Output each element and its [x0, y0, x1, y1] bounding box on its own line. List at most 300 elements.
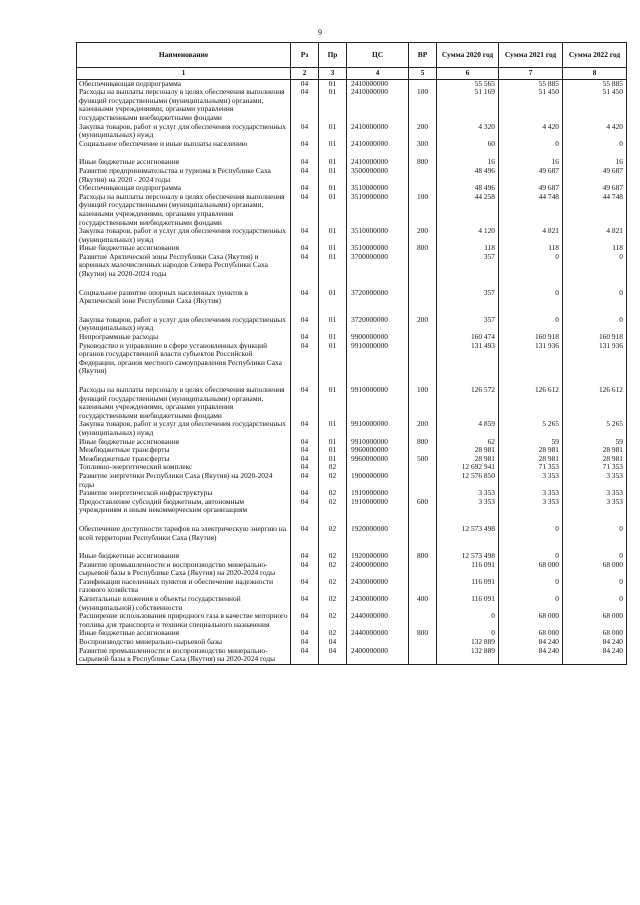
cell-rz: 04 [291, 244, 319, 253]
page-number: 9 [318, 28, 322, 37]
cell-name: Иные бюджетные ассигнования [77, 629, 291, 638]
cell-pr: 01 [319, 438, 347, 447]
table-body [77, 79, 627, 664]
cell-sum-2021: 0 [499, 525, 563, 542]
cell-rz: 04 [291, 472, 319, 489]
cell-sum-2021: 5 265 [499, 420, 563, 437]
cell-rz: 04 [291, 489, 319, 498]
spacer-cell [563, 306, 627, 316]
cell-name: Социальное обеспечение и иные выплаты населению [77, 140, 291, 149]
spacer-cell [499, 515, 563, 525]
cell-pr: 01 [319, 342, 347, 376]
cell-name: Предоставление субсидий бюджетным, автономным учреждениям и иным некоммерческим организациям [77, 498, 291, 515]
cell-sum-2022: 3 353 [563, 472, 627, 489]
header-name: Наименование [77, 43, 291, 68]
cell-vr: 800 [409, 158, 437, 167]
cell-rz: 04 [291, 79, 319, 88]
colnum-5: 5 [409, 68, 437, 80]
cell-sum-2022: 49 687 [563, 184, 627, 193]
cell-sum-2021: 0 [499, 316, 563, 333]
cell-name: Обеспечение доступности тарифов на электрическую энергию на всей территории Республики Саха (Якутия) [77, 525, 291, 542]
cell-sum-2022: 16 [563, 158, 627, 167]
cell-pr: 01 [319, 167, 347, 184]
cell-sum-2022: 4 420 [563, 123, 627, 140]
cell-vr [409, 253, 437, 279]
table-row [77, 227, 627, 244]
cell-rz: 04 [291, 289, 319, 306]
cell-sum-2021: 68 000 [499, 561, 563, 578]
cell-cs: 3510000000 [347, 184, 409, 193]
table-row [77, 253, 627, 279]
cell-rz: 04 [291, 612, 319, 629]
cell-vr [409, 289, 437, 306]
cell-sum-2022: 59 [563, 438, 627, 447]
cell-sum-2021: 4 821 [499, 227, 563, 244]
cell-name: Расходы на выплаты персоналу в целях обеспечения выполнения функций государственными (муниципальными) органами, казенными учреждениями, органами управления государственными внебюджетными фондами [77, 193, 291, 227]
cell-sum-2021: 84 240 [499, 647, 563, 665]
cell-sum-2020: 16 [437, 158, 499, 167]
cell-sum-2022: 84 240 [563, 647, 627, 665]
cell-vr [409, 472, 437, 489]
table-row [77, 342, 627, 376]
cell-sum-2021: 3 353 [499, 489, 563, 498]
cell-rz: 04 [291, 140, 319, 149]
cell-name: Закупка товаров, работ и услуг для обеспечения государственных (муниципальных) нужд [77, 227, 291, 244]
cell-sum-2022: 44 748 [563, 193, 627, 227]
cell-pr: 04 [319, 647, 347, 665]
cell-name: Иные бюджетные ассигнования [77, 244, 291, 253]
cell-vr [409, 525, 437, 542]
cell-pr: 02 [319, 472, 347, 489]
cell-vr [409, 463, 437, 472]
cell-sum-2020: 357 [437, 316, 499, 333]
cell-name: Топливно-энергетический комплекс [77, 463, 291, 472]
cell-sum-2021: 118 [499, 244, 563, 253]
cell-sum-2022: 3 353 [563, 498, 627, 515]
cell-pr: 01 [319, 193, 347, 227]
cell-rz: 04 [291, 158, 319, 167]
spacer-cell [409, 515, 437, 525]
cell-name: Межбюджетные трансферты [77, 446, 291, 455]
cell-sum-2020: 126 572 [437, 386, 499, 420]
cell-rz: 04 [291, 446, 319, 455]
column-number-row [77, 68, 627, 80]
cell-sum-2020: 116 091 [437, 561, 499, 578]
cell-sum-2020: 116 091 [437, 595, 499, 612]
cell-sum-2022: 71 353 [563, 463, 627, 472]
cell-cs: 2410000000 [347, 140, 409, 149]
cell-pr: 01 [319, 455, 347, 464]
cell-vr [409, 167, 437, 184]
cell-vr: 800 [409, 244, 437, 253]
cell-sum-2022: 55 885 [563, 79, 627, 88]
cell-name: Воспроизводство минерально-сырьевой базы [77, 638, 291, 647]
cell-pr: 01 [319, 158, 347, 167]
cell-name: Иные бюджетные ассигнования [77, 552, 291, 561]
table-row [77, 498, 627, 515]
cell-sum-2022: 0 [563, 316, 627, 333]
cell-rz: 04 [291, 88, 319, 122]
cell-rz: 04 [291, 316, 319, 333]
cell-name: Закупка товаров, работ и услуг для обеспечения государственных (муниципальных) нужд [77, 123, 291, 140]
cell-rz: 04 [291, 253, 319, 279]
cell-pr: 01 [319, 184, 347, 193]
spacer-cell [563, 515, 627, 525]
cell-rz: 04 [291, 498, 319, 515]
cell-rz: 04 [291, 595, 319, 612]
header-sum-2022: Сумма 2022 год [563, 43, 627, 68]
table-row [77, 316, 627, 333]
cell-pr: 01 [319, 227, 347, 244]
cell-sum-2022: 84 240 [563, 638, 627, 647]
cell-sum-2022: 68 000 [563, 561, 627, 578]
table-row [77, 472, 627, 489]
cell-pr: 01 [319, 253, 347, 279]
spacer-cell [563, 279, 627, 289]
cell-sum-2020: 132 889 [437, 647, 499, 665]
cell-rz: 04 [291, 193, 319, 227]
cell-pr: 02 [319, 612, 347, 629]
header-pr: Пр [319, 43, 347, 68]
cell-rz: 04 [291, 438, 319, 447]
cell-cs: 2430000000 [347, 595, 409, 612]
cell-sum-2022: 4 821 [563, 227, 627, 244]
cell-pr: 01 [319, 79, 347, 88]
cell-sum-2021: 0 [499, 140, 563, 149]
table-row [77, 88, 627, 122]
cell-name: Развитие Арктической зоны Республики Саха (Якутия) и коренных малочисленных народов Севера Республики Саха (Якутия) на 2020-2024 годы [77, 253, 291, 279]
cell-sum-2022: 28 981 [563, 446, 627, 455]
cell-sum-2022: 3 353 [563, 489, 627, 498]
cell-sum-2020: 12 576 850 [437, 472, 499, 489]
cell-cs: 9960000000 [347, 455, 409, 464]
cell-cs: 9910000000 [347, 438, 409, 447]
cell-sum-2021: 44 748 [499, 193, 563, 227]
cell-cs: 3510000000 [347, 193, 409, 227]
cell-pr: 01 [319, 386, 347, 420]
cell-sum-2022: 160 918 [563, 333, 627, 342]
cell-name: Закупка товаров, работ и услуг для обеспечения государственных (муниципальных) нужд [77, 420, 291, 437]
cell-pr: 02 [319, 552, 347, 561]
cell-sum-2022: 0 [563, 253, 627, 279]
cell-sum-2021: 0 [499, 253, 563, 279]
cell-sum-2020: 12 573 498 [437, 525, 499, 542]
header-vr: ВР [409, 43, 437, 68]
cell-name: Развитие энергетической инфраструктуры [77, 489, 291, 498]
cell-vr [409, 612, 437, 629]
cell-sum-2020: 55 565 [437, 79, 499, 88]
cell-cs: 2430000000 [347, 578, 409, 595]
cell-name: Иные бюджетные ассигнования [77, 438, 291, 447]
cell-sum-2021: 49 687 [499, 184, 563, 193]
cell-sum-2022: 49 687 [563, 167, 627, 184]
header-cs: ЦС [347, 43, 409, 68]
cell-sum-2020: 48 496 [437, 184, 499, 193]
cell-rz: 04 [291, 420, 319, 437]
cell-sum-2021: 55 885 [499, 79, 563, 88]
cell-sum-2020: 357 [437, 253, 499, 279]
cell-sum-2020: 48 496 [437, 167, 499, 184]
cell-sum-2022: 0 [563, 552, 627, 561]
cell-vr: 800 [409, 629, 437, 638]
cell-vr: 300 [409, 140, 437, 149]
cell-sum-2021: 51 450 [499, 88, 563, 122]
cell-pr: 01 [319, 446, 347, 455]
cell-cs: 2410000000 [347, 123, 409, 140]
cell-vr: 200 [409, 420, 437, 437]
cell-cs: 9960000000 [347, 446, 409, 455]
cell-name: Расходы на выплаты персоналу в целях обеспечения выполнения функций государственными (муниципальными) органами, казенными учреждениями, органами управления государственными внебюджетными фондами [77, 386, 291, 420]
cell-name: Межбюджетные трансферты [77, 455, 291, 464]
cell-vr: 100 [409, 193, 437, 227]
cell-sum-2020: 3 353 [437, 489, 499, 498]
cell-sum-2021: 126 612 [499, 386, 563, 420]
cell-rz: 04 [291, 647, 319, 665]
table-row [77, 289, 627, 306]
cell-sum-2020: 4 120 [437, 227, 499, 244]
cell-cs: 2440000000 [347, 629, 409, 638]
cell-vr: 100 [409, 88, 437, 122]
cell-sum-2021: 0 [499, 552, 563, 561]
cell-sum-2022: 0 [563, 578, 627, 595]
cell-name: Развитие промышленности и воспроизводство минерально-сырьевой базы в Республике Саха (Якутия) на 2020-2024 годы [77, 561, 291, 578]
cell-sum-2022: 51 450 [563, 88, 627, 122]
cell-sum-2022: 5 265 [563, 420, 627, 437]
cell-sum-2020: 62 [437, 438, 499, 447]
cell-pr: 02 [319, 561, 347, 578]
colnum-6: 6 [437, 68, 499, 80]
cell-vr [409, 578, 437, 595]
cell-rz: 04 [291, 525, 319, 542]
cell-pr: 01 [319, 244, 347, 253]
cell-vr [409, 647, 437, 665]
cell-sum-2020: 4 859 [437, 420, 499, 437]
cell-rz: 04 [291, 123, 319, 140]
cell-pr: 02 [319, 578, 347, 595]
cell-rz: 04 [291, 386, 319, 420]
table-row [77, 167, 627, 184]
table-row [77, 420, 627, 437]
cell-sum-2020: 0 [437, 612, 499, 629]
cell-sum-2021: 28 981 [499, 455, 563, 464]
cell-sum-2021: 3 353 [499, 498, 563, 515]
budget-table [76, 42, 627, 665]
cell-cs: 1910000000 [347, 489, 409, 498]
table-row [77, 578, 627, 595]
header-sum-2021: Сумма 2021 год [499, 43, 563, 68]
cell-cs: 9910000000 [347, 342, 409, 376]
cell-sum-2020: 44 258 [437, 193, 499, 227]
cell-cs: 2400000000 [347, 647, 409, 665]
cell-cs: 3700000000 [347, 253, 409, 279]
cell-rz: 04 [291, 333, 319, 342]
table-row [77, 386, 627, 420]
cell-sum-2020: 160 474 [437, 333, 499, 342]
cell-sum-2020: 131 493 [437, 342, 499, 376]
budget-table-container [76, 42, 626, 665]
cell-rz: 04 [291, 455, 319, 464]
cell-cs: 2400000000 [347, 561, 409, 578]
cell-sum-2021: 68 000 [499, 612, 563, 629]
cell-sum-2020: 60 [437, 140, 499, 149]
header-rz: Рз [291, 43, 319, 68]
cell-rz: 04 [291, 561, 319, 578]
cell-vr: 200 [409, 123, 437, 140]
cell-cs: 3510000000 [347, 244, 409, 253]
cell-name: Развитие промышленности и воспроизводство минерально-сырьевой базы в Республике Саха (Якутия) на 2020-2024 годы [77, 647, 291, 665]
cell-vr: 600 [409, 498, 437, 515]
cell-vr: 500 [409, 455, 437, 464]
cell-vr: 200 [409, 316, 437, 333]
cell-sum-2020: 132 889 [437, 638, 499, 647]
cell-sum-2021: 71 353 [499, 463, 563, 472]
cell-cs: 1920000000 [347, 525, 409, 542]
cell-sum-2021: 160 918 [499, 333, 563, 342]
cell-name: Развитие энергетики Республики Саха (Якутия) на 2020-2024 годы [77, 472, 291, 489]
cell-cs: 2410000000 [347, 158, 409, 167]
cell-name: Иные бюджетные ассигнования [77, 158, 291, 167]
cell-vr: 400 [409, 595, 437, 612]
cell-sum-2021: 0 [499, 595, 563, 612]
cell-name: Руководство и управление в сфере установленных функций органов государственной власти субъектов Российской Федерации, органов местного самоуправления Республики Саха (Якутия) [77, 342, 291, 376]
table-row [77, 193, 627, 227]
cell-sum-2022: 0 [563, 595, 627, 612]
cell-name: Обеспечивающая подпрограмма [77, 184, 291, 193]
cell-vr: 800 [409, 552, 437, 561]
cell-sum-2021: 84 240 [499, 638, 563, 647]
cell-rz: 04 [291, 463, 319, 472]
cell-name: Закупка товаров, работ и услуг для обеспечения государственных (муниципальных) нужд [77, 316, 291, 333]
cell-sum-2020: 51 169 [437, 88, 499, 122]
cell-sum-2022: 0 [563, 140, 627, 149]
colnum-8: 8 [563, 68, 627, 80]
cell-cs: 9910000000 [347, 386, 409, 420]
cell-sum-2022: 126 612 [563, 386, 627, 420]
cell-name: Обеспечивающая подпрограмма [77, 79, 291, 88]
spacer-cell [563, 542, 627, 552]
cell-pr: 01 [319, 88, 347, 122]
table-row [77, 647, 627, 665]
cell-vr [409, 638, 437, 647]
cell-cs: 9910000000 [347, 420, 409, 437]
cell-vr [409, 342, 437, 376]
cell-sum-2021: 59 [499, 438, 563, 447]
cell-sum-2020: 28 981 [437, 455, 499, 464]
cell-name: Газификация населенных пунктов и обеспечение надежности газового хозяйства [77, 578, 291, 595]
colnum-2: 2 [291, 68, 319, 80]
cell-cs: 2440000000 [347, 612, 409, 629]
cell-name: Расходы на выплаты персоналу в целях обеспечения выполнения функций государственными (муниципальными) органами, казенными учреждениями, органами управления государственными внебюджетными фондами [77, 88, 291, 122]
colnum-3: 3 [319, 68, 347, 80]
cell-sum-2020: 12 692 941 [437, 463, 499, 472]
spacer-cell [409, 279, 437, 289]
cell-sum-2021: 49 687 [499, 167, 563, 184]
cell-sum-2022: 28 981 [563, 455, 627, 464]
cell-cs: 1920000000 [347, 552, 409, 561]
cell-sum-2021: 131 936 [499, 342, 563, 376]
cell-vr: 200 [409, 227, 437, 244]
cell-sum-2022: 0 [563, 289, 627, 306]
cell-sum-2021: 28 981 [499, 446, 563, 455]
cell-pr: 01 [319, 316, 347, 333]
cell-sum-2022: 68 000 [563, 612, 627, 629]
cell-rz: 04 [291, 184, 319, 193]
cell-sum-2020: 12 573 498 [437, 552, 499, 561]
table-header-row [77, 43, 627, 68]
cell-rz: 04 [291, 227, 319, 244]
cell-pr: 01 [319, 140, 347, 149]
cell-name: Непрограммные расходы [77, 333, 291, 342]
cell-rz: 04 [291, 629, 319, 638]
cell-pr: 01 [319, 289, 347, 306]
cell-pr: 04 [319, 638, 347, 647]
spacer-cell [499, 542, 563, 552]
cell-sum-2020: 28 981 [437, 446, 499, 455]
cell-vr [409, 561, 437, 578]
table-row [77, 561, 627, 578]
cell-sum-2021: 16 [499, 158, 563, 167]
cell-name: Капитальные вложения в объекты государственной (муниципальной) собственности [77, 595, 291, 612]
cell-pr: 01 [319, 333, 347, 342]
cell-pr: 02 [319, 489, 347, 498]
table-row [77, 123, 627, 140]
cell-pr: 01 [319, 420, 347, 437]
cell-sum-2022: 118 [563, 244, 627, 253]
spacer-cell [499, 306, 563, 316]
header-sum-2020: Сумма 2020 год [437, 43, 499, 68]
cell-sum-2020: 118 [437, 244, 499, 253]
cell-rz: 04 [291, 167, 319, 184]
cell-cs: 2410000000 [347, 79, 409, 88]
cell-sum-2020: 4 320 [437, 123, 499, 140]
cell-rz: 04 [291, 578, 319, 595]
cell-cs: 3510000000 [347, 227, 409, 244]
cell-sum-2020: 3 353 [437, 498, 499, 515]
cell-pr: 02 [319, 498, 347, 515]
spacer-cell [499, 279, 563, 289]
cell-rz: 04 [291, 552, 319, 561]
table-row [77, 525, 627, 542]
cell-rz: 04 [291, 342, 319, 376]
cell-sum-2022: 131 936 [563, 342, 627, 376]
cell-vr [409, 333, 437, 342]
cell-rz: 04 [291, 638, 319, 647]
colnum-7: 7 [499, 68, 563, 80]
cell-vr: 800 [409, 438, 437, 447]
cell-name: Социальное развитие опорных населенных пунктов в Арктической зоне Республики Саха (Якутия) [77, 289, 291, 306]
cell-cs: 3720000000 [347, 316, 409, 333]
cell-sum-2021: 0 [499, 289, 563, 306]
cell-name: Развитие предпринимательства и туризма в Республике Саха (Якутия) на 2020 - 2024 годы [77, 167, 291, 184]
cell-sum-2020: 0 [437, 629, 499, 638]
cell-pr: 02 [319, 525, 347, 542]
cell-cs: 1910000000 [347, 498, 409, 515]
table-row [77, 140, 627, 149]
colnum-4: 4 [347, 68, 409, 80]
cell-pr: 02 [319, 629, 347, 638]
cell-cs: 9900000000 [347, 333, 409, 342]
cell-sum-2020: 357 [437, 289, 499, 306]
cell-sum-2021: 3 353 [499, 472, 563, 489]
cell-sum-2021: 68 000 [499, 629, 563, 638]
cell-sum-2022: 68 000 [563, 629, 627, 638]
cell-sum-2021: 0 [499, 578, 563, 595]
table-row [77, 595, 627, 612]
cell-cs: 3720000000 [347, 289, 409, 306]
table-row [77, 612, 627, 629]
cell-sum-2021: 4 420 [499, 123, 563, 140]
cell-sum-2020: 116 091 [437, 578, 499, 595]
